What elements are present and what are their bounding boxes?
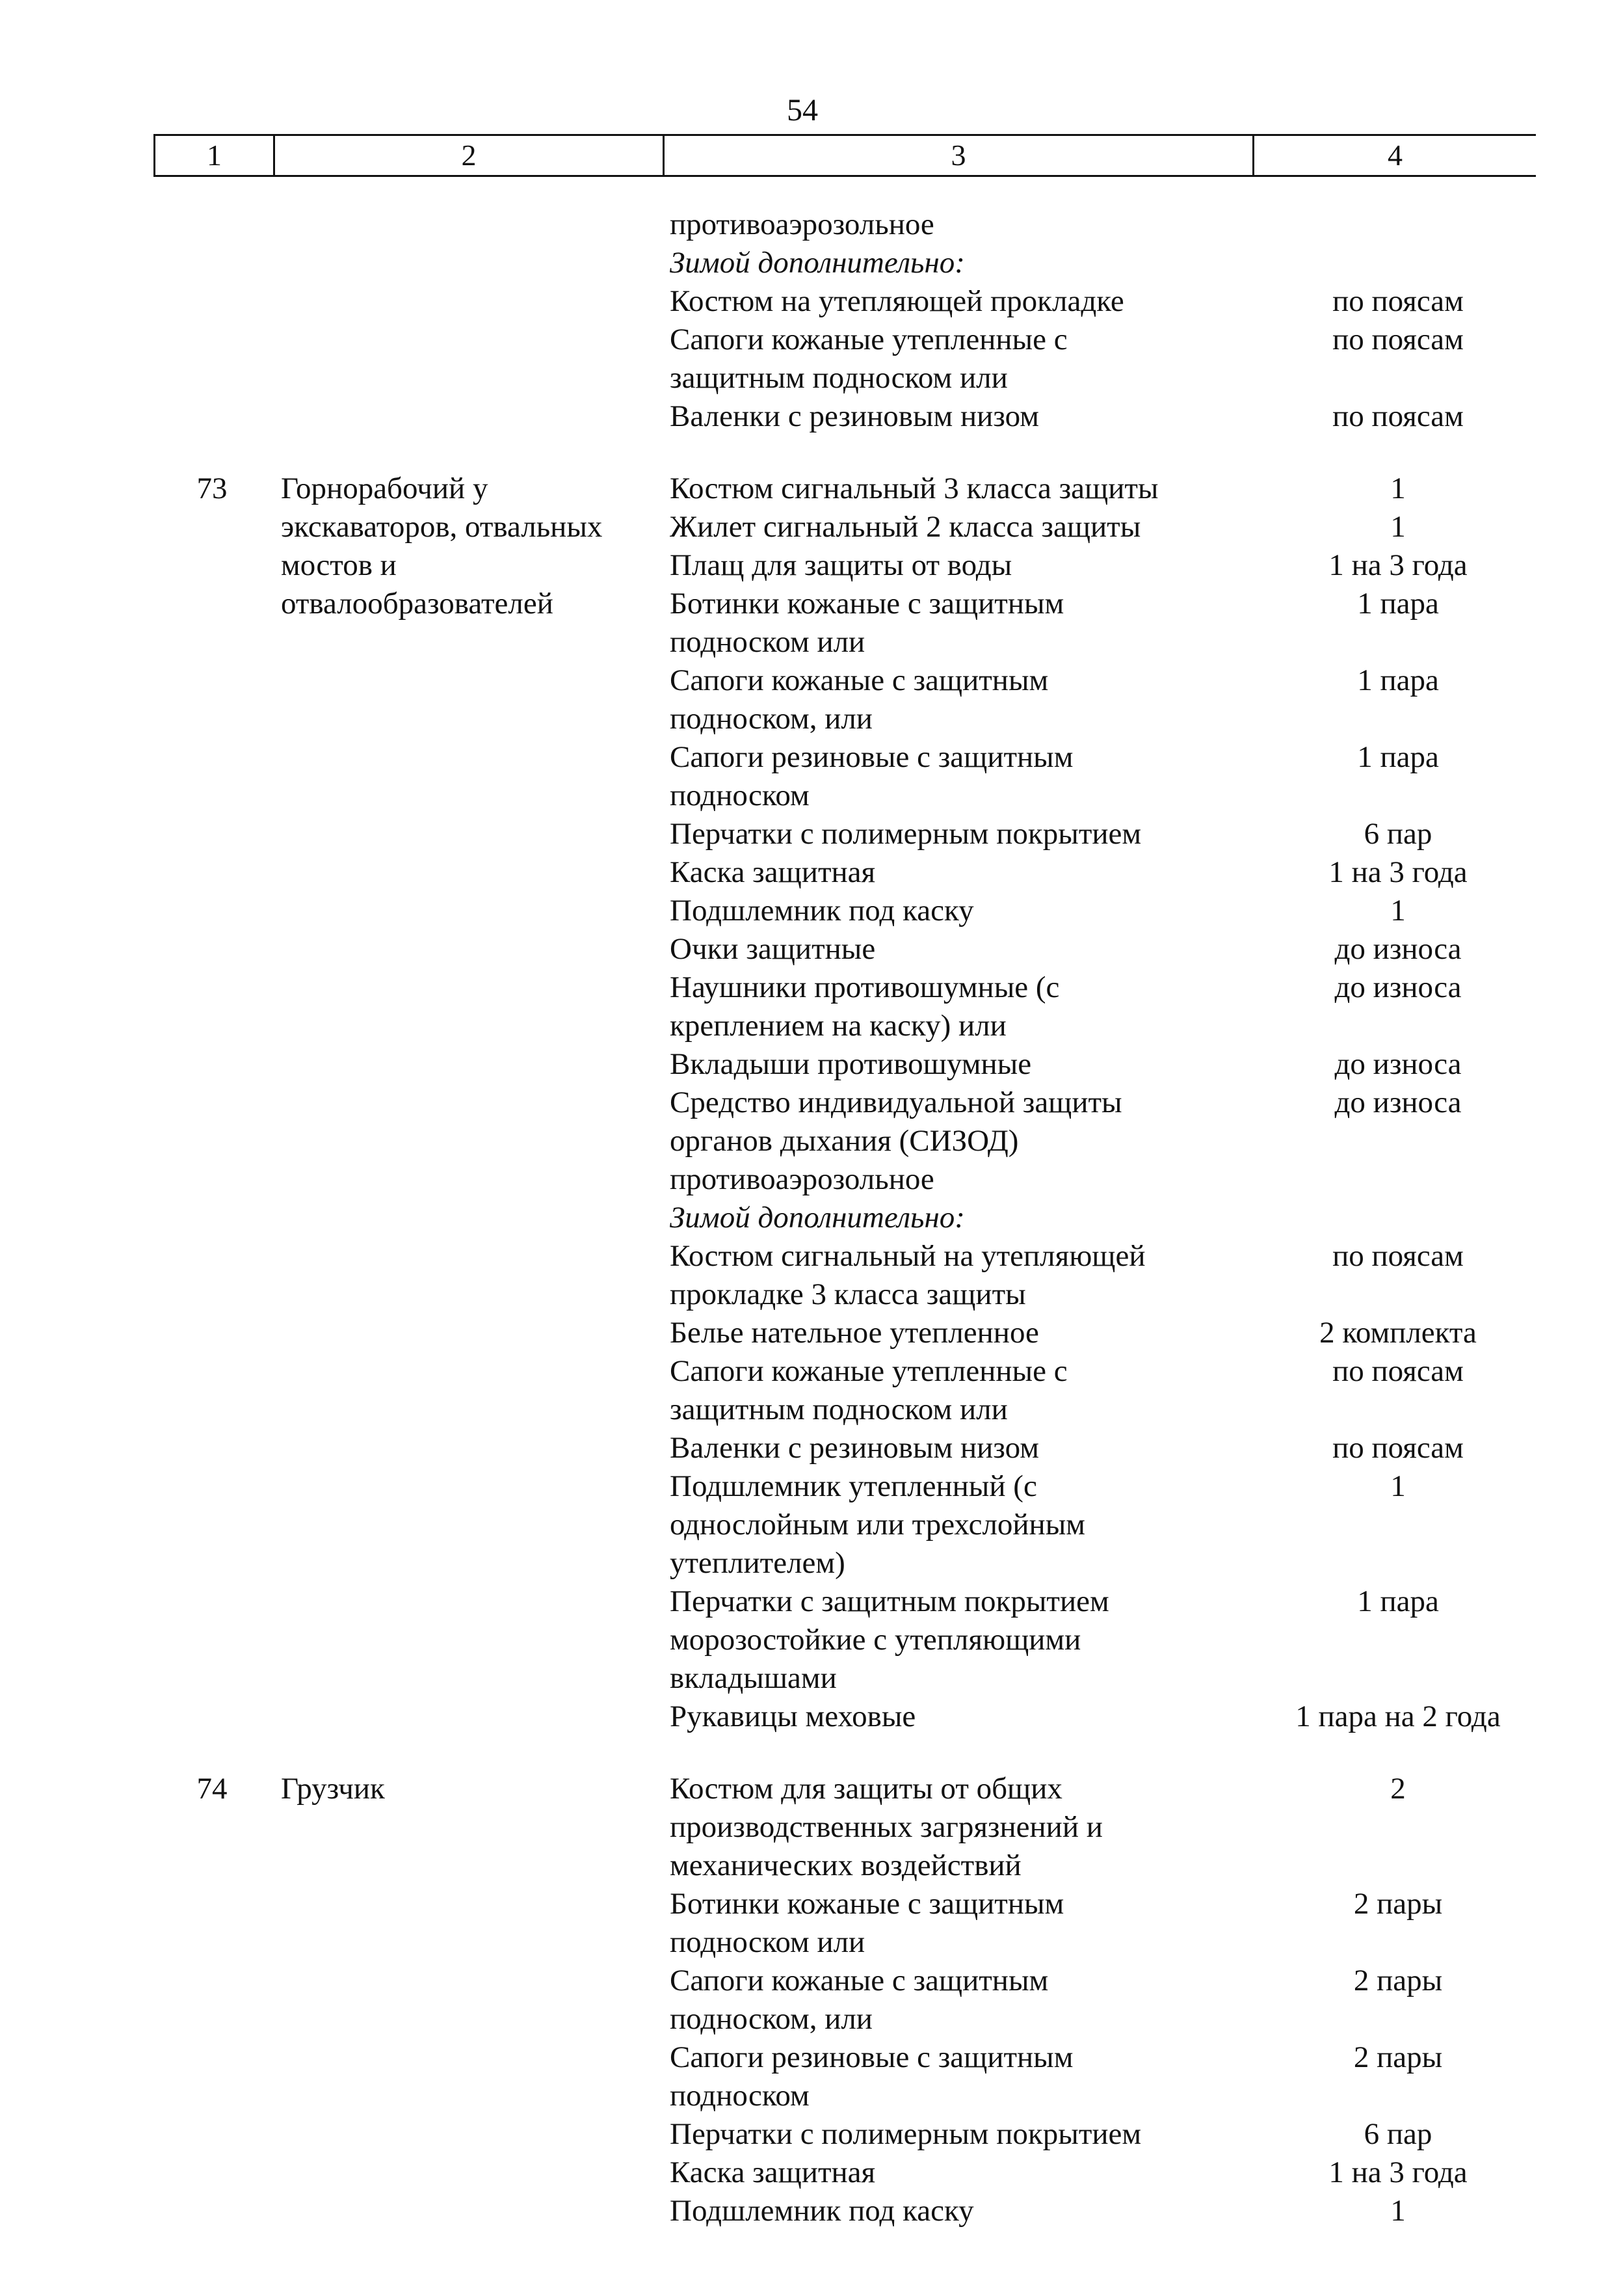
ppe-item: Подшлемник под каску bbox=[670, 2194, 974, 2228]
ppe-item: Валенки с резиновым низом bbox=[670, 1431, 1039, 1465]
ppe-item: Подшлемник утепленный (с однослойным или трехслойным утеплителем) bbox=[670, 1469, 1086, 1580]
issue-norm: до износа bbox=[1334, 1047, 1462, 1081]
issue-norm: 1 пара bbox=[1357, 587, 1439, 621]
ppe-item: Каска защитная bbox=[670, 2156, 876, 2189]
ppe-item: Перчатки с защитным покрытием морозостойкие с утепляющими вкладышами bbox=[670, 1584, 1109, 1695]
job-title: Грузчик bbox=[281, 1772, 385, 1806]
issue-norm: 2 пары bbox=[1353, 2040, 1443, 2074]
ppe-item: Средство индивидуальной защиты органов дыхания (СИЗОД) противоаэрозольное bbox=[670, 1086, 1122, 1196]
issue-norm: по поясам bbox=[1332, 1431, 1464, 1465]
header-col-2: 2 bbox=[275, 136, 665, 175]
ppe-item: Наушники противошумные (с креплением на каску) или bbox=[670, 970, 1060, 1043]
ppe-item: Рукавицы меховые bbox=[670, 1700, 916, 1733]
ppe-item: Очки защитные bbox=[670, 932, 876, 966]
page-number: 54 bbox=[787, 93, 818, 127]
issue-norm: по поясам bbox=[1332, 284, 1464, 318]
ppe-item: Перчатки с полимерным покрытием bbox=[670, 2117, 1142, 2151]
issue-norm: 1 bbox=[1390, 2194, 1406, 2228]
issue-norm: 2 комплекта bbox=[1319, 1316, 1477, 1350]
ppe-item: Сапоги кожаные с защитным подноском, или bbox=[670, 1964, 1049, 2036]
ppe-item: Валенки с резиновым низом bbox=[670, 399, 1039, 433]
ppe-item: Костюм сигнальный 3 класса защиты bbox=[670, 472, 1159, 505]
issue-norm: 2 пары bbox=[1353, 1887, 1443, 1921]
ppe-item: Костюм сигнальный на утепляющей прокладке 3 класса защиты bbox=[670, 1239, 1146, 1311]
issue-norm: 1 bbox=[1390, 894, 1406, 928]
issue-norm: по поясам bbox=[1332, 1239, 1464, 1273]
ppe-item: Каска защитная bbox=[670, 855, 876, 889]
ppe-item: Жилет сигнальный 2 класса защиты bbox=[670, 510, 1141, 544]
ppe-item: Сапоги кожаные утепленные с защитным подноском или bbox=[670, 323, 1068, 395]
issue-norm: по поясам bbox=[1332, 323, 1464, 356]
issue-norm: 1 bbox=[1390, 1469, 1406, 1503]
issue-norm: 6 пар bbox=[1364, 817, 1432, 851]
ppe-item: Костюм на утепляющей прокладке bbox=[670, 284, 1124, 318]
row-number: 74 bbox=[196, 1772, 228, 1806]
issue-norm: по поясам bbox=[1332, 399, 1464, 433]
ppe-item: Сапоги кожаные утепленные с защитным подноском или bbox=[670, 1354, 1068, 1426]
ppe-item: Подшлемник под каску bbox=[670, 894, 974, 928]
issue-norm: 1 пара bbox=[1357, 1584, 1439, 1618]
ppe-item: Вкладыши противошумные bbox=[670, 1047, 1032, 1081]
issue-norm: 1 bbox=[1390, 472, 1406, 505]
issue-norm: 2 bbox=[1390, 1772, 1406, 1806]
header-col-1: 1 bbox=[155, 136, 275, 175]
issue-norm: по поясам bbox=[1332, 1354, 1464, 1388]
header-col-4: 4 bbox=[1388, 139, 1403, 172]
ppe-item: противоаэрозольное bbox=[670, 207, 934, 241]
ppe-item: Плащ для защиты от воды bbox=[670, 548, 1012, 582]
issue-norm: 1 пара bbox=[1357, 740, 1439, 774]
ppe-item: Костюм для защиты от общих производственных загрязнений и механических воздействий bbox=[670, 1772, 1103, 1882]
issue-norm: 2 пары bbox=[1353, 1964, 1443, 1997]
issue-norm: 1 bbox=[1390, 510, 1406, 544]
ppe-item: Сапоги резиновые с защитным подноском bbox=[670, 2040, 1074, 2113]
issue-norm: до износа bbox=[1334, 932, 1462, 966]
issue-norm: 1 на 3 года bbox=[1328, 855, 1468, 889]
issue-norm: 6 пар bbox=[1364, 2117, 1432, 2151]
header-col-3: 3 bbox=[665, 136, 1254, 175]
ppe-item: Перчатки с полимерным покрытием bbox=[670, 817, 1142, 851]
issue-norm: до износа bbox=[1334, 1086, 1462, 1119]
ppe-item: Ботинки кожаные с защитным подноском или bbox=[670, 587, 1064, 659]
ppe-item: Белье нательное утепленное bbox=[670, 1316, 1039, 1350]
ppe-item: Сапоги кожаные с защитным подноском, или bbox=[670, 663, 1049, 736]
issue-norm: 1 пара bbox=[1357, 663, 1439, 697]
issue-norm: до износа bbox=[1334, 970, 1462, 1004]
row-number: 73 bbox=[196, 472, 228, 505]
issue-norm: 1 на 3 года bbox=[1328, 548, 1468, 582]
job-title: Горнорабочий у экскаваторов, отвальных мостов и отвалообразователей bbox=[281, 472, 603, 621]
ppe-item: Сапоги резиновые с защитным подноском bbox=[670, 740, 1074, 812]
issue-norm: 1 пара на 2 года bbox=[1295, 1700, 1501, 1733]
ppe-item: Ботинки кожаные с защитным подноском или bbox=[670, 1887, 1064, 1959]
ppe-item: Зимой дополнительно: bbox=[670, 246, 965, 280]
issue-norm: 1 на 3 года bbox=[1328, 2156, 1468, 2189]
ppe-item: Зимой дополнительно: bbox=[670, 1201, 965, 1235]
